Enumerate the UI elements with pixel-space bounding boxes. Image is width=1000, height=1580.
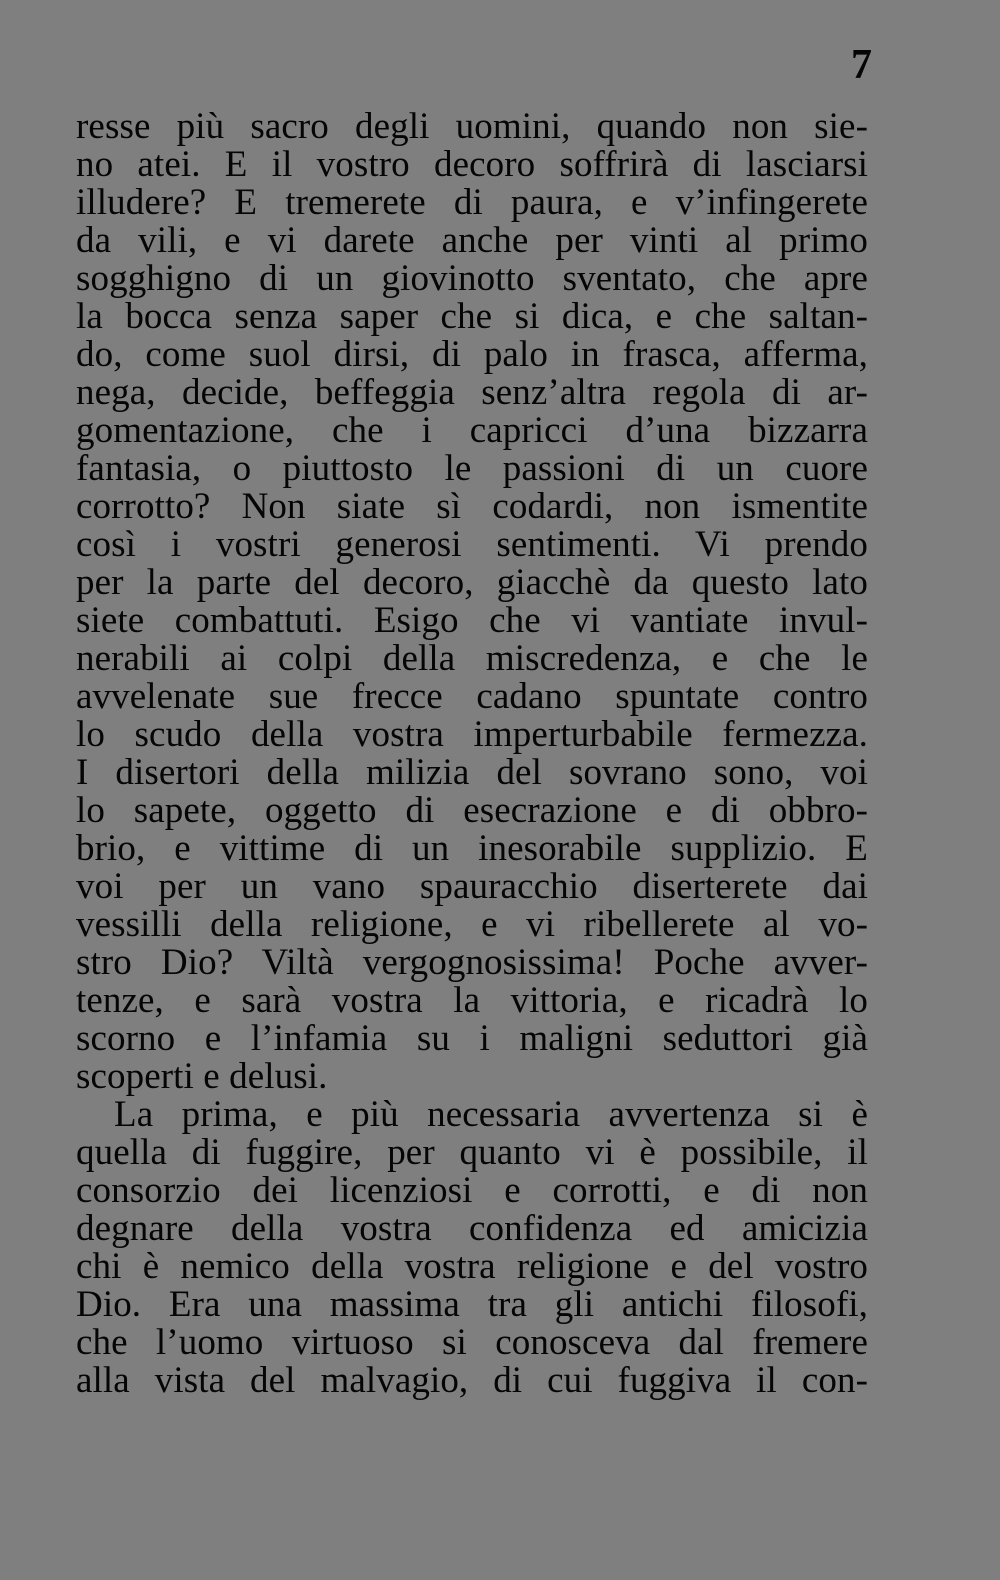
text-line: alla vista del malvagio, di cui fuggiva il con-: [76, 1362, 868, 1400]
text-line: che l’uomo virtuoso si conosceva dal fremere: [76, 1324, 868, 1362]
text-line: lo scudo della vostra imperturbabile fermezza.: [76, 716, 868, 754]
text-line: siete combattuti. Esigo che vi vantiate invul-: [76, 602, 868, 640]
text-line: I disertori della milizia del sovrano sono, voi: [76, 754, 868, 792]
text-line: lo sapete, oggetto di esecrazione e di obbro-: [76, 792, 868, 830]
text-line: nega, decide, beffeggia senz’altra regola di ar-: [76, 374, 868, 412]
text-line: brio, e vittime di un inesorabile supplizio. E: [76, 830, 868, 868]
text-line: stro Dio? Viltà vergognosissima! Poche avver-: [76, 944, 868, 982]
text-line: do, come suol dirsi, di palo in frasca, afferma,: [76, 336, 868, 374]
text-line: quella di fuggire, per quanto vi è possibile, il: [76, 1134, 868, 1172]
text-line: illudere? E tremerete di paura, e v’infingerete: [76, 184, 868, 222]
text-line: degnare della vostra confidenza ed amicizia: [76, 1210, 868, 1248]
text-line: scorno e l’infamia su i maligni seduttori già: [76, 1020, 868, 1058]
text-line: nerabili ai colpi della miscredenza, e che le: [76, 640, 868, 678]
text-line: vessilli della religione, e vi ribellerete al vo-: [76, 906, 868, 944]
text-line: corrotto? Non siate sì codardi, non ismentite: [76, 488, 868, 526]
text-line: voi per un vano spauracchio diserterete dai: [76, 868, 868, 906]
text-line: la bocca senza saper che si dica, e che saltan-: [76, 298, 868, 336]
text-line: per la parte del decoro, giacchè da questo lato: [76, 564, 868, 602]
text-line: scoperti e delusi.: [76, 1058, 328, 1096]
text-line: Dio. Era una massima tra gli antichi filosofi,: [76, 1286, 868, 1324]
text-line: no atei. E il vostro decoro soffrirà di lasciarsi: [76, 146, 868, 184]
text-line: La prima, e più necessaria avvertenza si è: [114, 1096, 868, 1134]
text-line: avvelenate sue frecce cadano spuntate contro: [76, 678, 868, 716]
text-line: resse più sacro degli uomini, quando non sie-: [76, 108, 868, 146]
text-line: sogghigno di un giovinotto sventato, che apre: [76, 260, 868, 298]
text-line: da vili, e vi darete anche per vinti al primo: [76, 222, 868, 260]
text-line: fantasia, o piuttosto le passioni di un cuore: [76, 450, 868, 488]
text-line: chi è nemico della vostra religione e del vostro: [76, 1248, 868, 1286]
text-line: gomentazione, che i capricci d’una bizzarra: [76, 412, 868, 450]
text-line: consorzio dei licenziosi e corrotti, e di non: [76, 1172, 868, 1210]
text-line: così i vostri generosi sentimenti. Vi prendo: [76, 526, 868, 564]
text-line: tenze, e sarà vostra la vittoria, e ricadrà lo: [76, 982, 868, 1020]
body-text: [76, 108, 868, 1400]
page-number: 7: [851, 42, 872, 88]
